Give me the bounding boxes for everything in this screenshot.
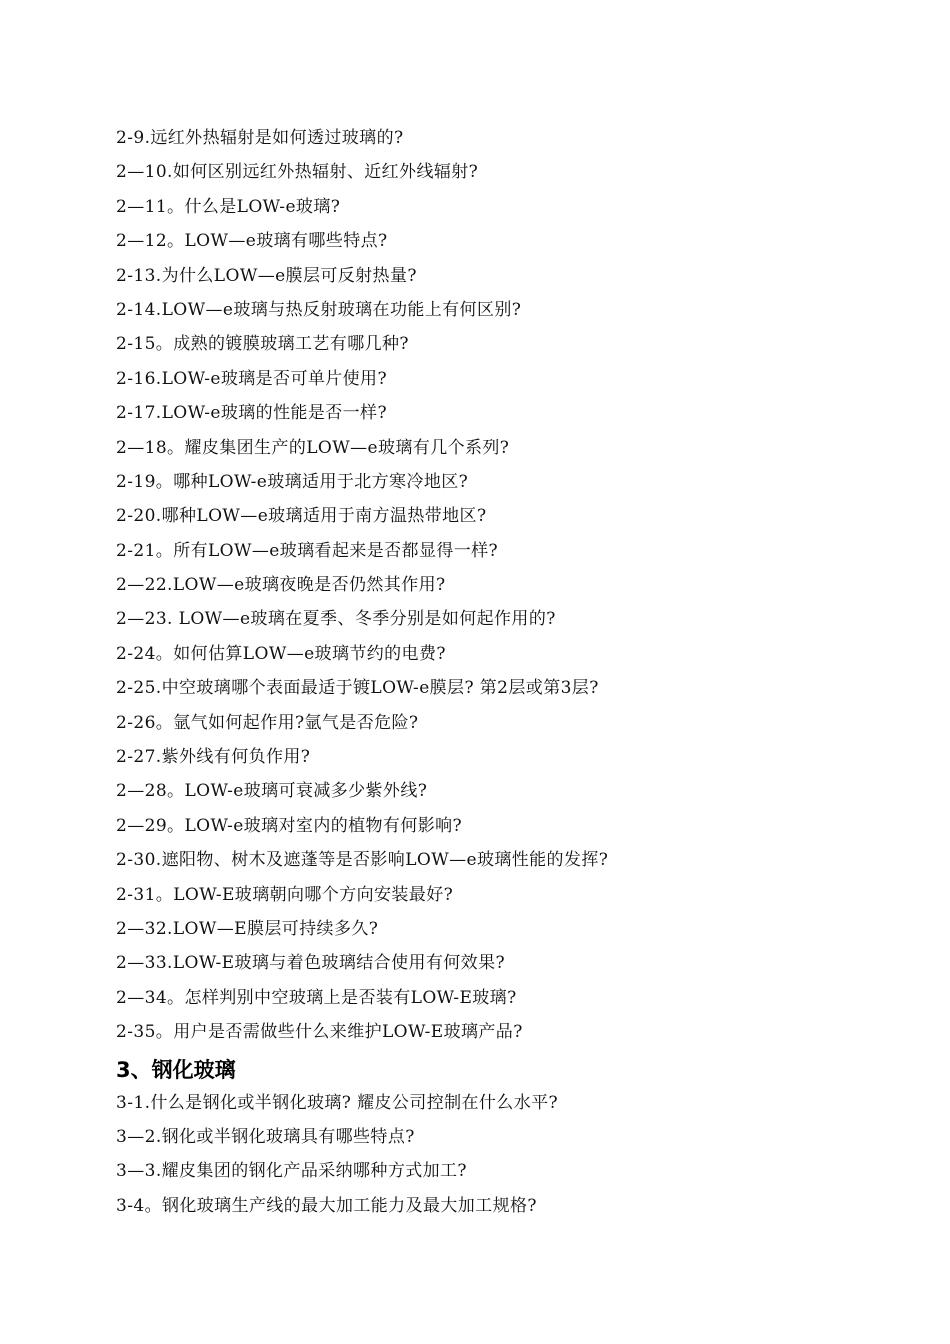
question-2-24: 2-24。如何估算LOW—e玻璃节约的电费? — [116, 643, 446, 664]
question-3-3: 3—3.耀皮集团的钢化产品采纳哪种方式加工? — [116, 1161, 467, 1182]
question-2-11: 2—11。什么是LOW-e玻璃? — [116, 196, 341, 217]
question-2-18: 2—18。耀皮集团生产的LOW—e玻璃有几个系列? — [116, 437, 510, 458]
question-3-2: 3—2.钢化或半钢化玻璃具有哪些特点? — [116, 1126, 415, 1147]
question-2-10: 2—10.如何区别远红外热辐射、近红外线辐射? — [116, 162, 479, 183]
question-2-14: 2-14.LOW—e玻璃与热反射玻璃在功能上有何区别? — [116, 299, 522, 320]
question-3-1: 3-1.什么是钢化或半钢化玻璃? 耀皮公司控制在什么水平? — [116, 1092, 559, 1113]
question-2-16: 2-16.LOW-e玻璃是否可单片使用? — [116, 368, 387, 389]
question-2-12: 2—12。LOW—e玻璃有哪些特点? — [116, 231, 388, 252]
question-2-32: 2—32.LOW—E膜层可持续多久? — [116, 918, 379, 939]
question-2-31: 2-31。LOW-E玻璃朝向哪个方向安装最好? — [116, 884, 454, 905]
question-2-27: 2-27.紫外线有何负作用? — [116, 747, 311, 768]
question-2-17: 2-17.LOW-e玻璃的性能是否一样? — [116, 403, 387, 424]
question-2-13: 2-13.为什么LOW—e膜层可反射热量? — [116, 265, 417, 286]
question-3-4: 3-4。钢化玻璃生产线的最大加工能力及最大加工规格? — [116, 1195, 537, 1216]
section-2-list — [116, 124, 896, 1053]
question-2-34: 2—34。怎样判别中空玻璃上是否装有LOW-E玻璃? — [116, 987, 517, 1008]
question-2-28: 2—28。LOW-e玻璃可衰减多少紫外线? — [116, 781, 428, 802]
question-2-29: 2—29。LOW-e玻璃对室内的植物有何影响? — [116, 815, 463, 836]
question-2-35: 2-35。用户是否需做些什么来维护LOW-E玻璃产品? — [116, 1022, 523, 1043]
question-2-9: 2-9.远红外热辐射是如何透过玻璃的? — [116, 128, 404, 148]
question-2-20: 2-20.哪种LOW—e玻璃适用于南方温热带地区? — [116, 506, 487, 527]
question-2-30: 2-30.遮阳物、树木及遮蓬等是否影响LOW—e玻璃性能的发挥? — [116, 850, 609, 871]
document-body — [116, 124, 896, 1226]
question-2-23: 2—23. LOW—e玻璃在夏季、冬季分别是如何起作用的? — [116, 609, 556, 630]
section-3-heading: 3、钢化玻璃 — [116, 1057, 236, 1082]
section-3-list — [116, 1089, 896, 1227]
question-2-22: 2—22.LOW—e玻璃夜晚是否仍然其作用? — [116, 575, 446, 596]
question-2-25: 2-25.中空玻璃哪个表面最适于镀LOW-e膜层? 第2层或第3层? — [116, 678, 599, 699]
question-2-19: 2-19。哪种LOW-e玻璃适用于北方寒冷地区? — [116, 471, 469, 492]
question-2-21: 2-21。所有LOW—e玻璃看起来是否都显得一样? — [116, 540, 499, 561]
question-2-33: 2—33.LOW-E玻璃与着色玻璃结合使用有何效果? — [116, 953, 505, 974]
question-2-26: 2-26。氩气如何起作用?氩气是否危险? — [116, 712, 419, 733]
question-2-15: 2-15。成熟的镀膜玻璃工艺有哪几种? — [116, 334, 409, 355]
